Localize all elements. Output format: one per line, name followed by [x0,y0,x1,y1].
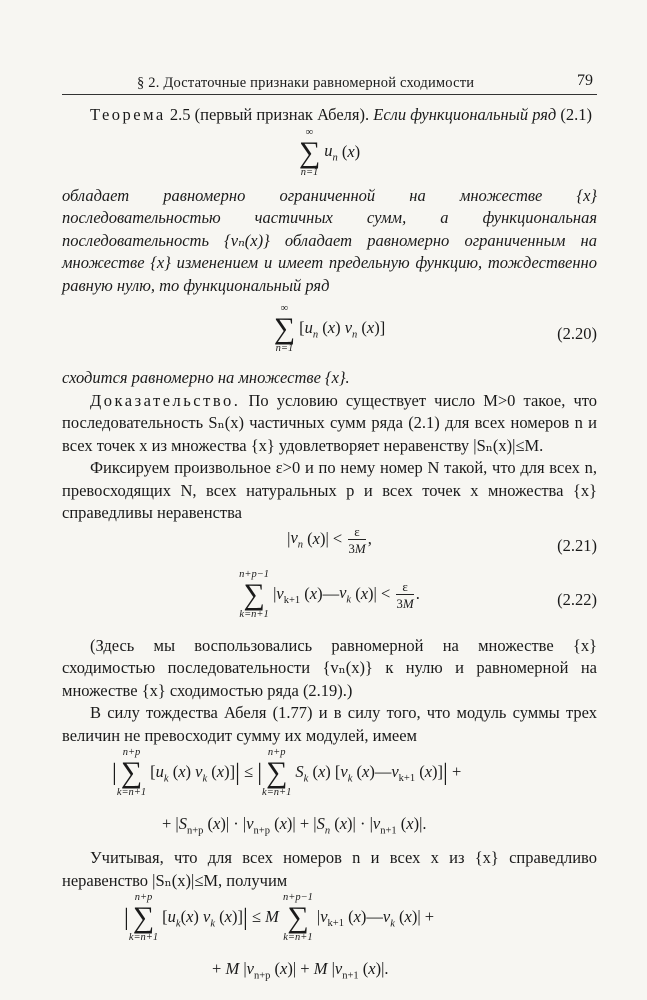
formula-final-estimate-line-2: + M $|v_{n+p}$ (x)| + M $|v_{n+1}$ (x)|. [212,959,389,982]
page-number: 79 [577,72,593,89]
sum-symbol: ∞ ∑ n=1 [273,303,296,354]
theorem-statement [62,104,597,127]
proof-paragraph-4: В силу тождества Абеля (1.77) и в силу того, что модуль суммы трех величин не превосходит сумму их модулей, имеем [62,703,597,745]
theorem-continuation: обладает равномерно ограниченной на множестве {x} последовательностью частичных сумм, а функциональная последовательность {vₙ(x)} обладает равномерно ограниченным на множестве {x} изменением и имеет предельную функцию, тождественно равную нулю, то функциональный ряд [62,185,597,295]
sum-symbol: ∞ ∑ n=1 [298,126,321,178]
theorem-ref: (2.1) [560,105,593,124]
proof-text-1: По условию существует число M>0 такое, что последовательность Sₙ(x) частичных сумм ряда (2.1) для всех номеров n и всех точек x из множества {x} удовлетворяет неравенству |Sₙ(x)|≤M. [62,390,598,455]
equation-number: (2.22) [557,589,597,609]
proof-paragraph-3: (Здесь мы воспользовались равномерной на множестве {x} сходимостью последовательности {vₙ(x)} к нулю и равномерной на множестве {x} сходимостью ряда (2.19).) [62,635,597,700]
formula-abel-identity-line-1: | n+p ∑ k=n+1 [$u_k$ (x) $v_k$ (x)]| ≤ | n+p ∑ k=n+1 $S_k$ (x) [$v_k$ $(x)—v_{k+1}$ (x)]| + [112,747,462,798]
formula-2-21: $|v_n$ (x)| < $\frac{\varepsilon}{3M}$ , (2.21) [287,523,597,556]
formula-2-22: n+p−1 ∑ k=n+1 $|v_{k+1}$ $(x)—v_k$ (x)| < $\frac{\varepsilon}{3M}$ . (2.22) [239,568,597,620]
formula-2-20: ∞ ∑ n=1 [$u_n$ (x) $v_n$ (x)] (2.20) [273,303,597,354]
running-header [62,68,597,95]
sum-symbol: n+p ∑ k=n+1 [116,747,147,798]
theorem-title: 2.5 (первый признак Абеля). [169,105,370,124]
proof-paragraph-1 [62,390,597,458]
proof-paragraph-2: Фиксируем произвольное ε>0 и по нему номер N такой, что для всех n, превосходящих N, всех натуральных p и всех точек x множества {x} справедливы неравенства [62,458,597,522]
formula-abel-identity-line-2: + $|S_{n+p}$ $(x)| \cdot |v_{n+p}$ $(x)| + |S_n$ $(x)| \cdot |v_{n+1}$ (x)|. [162,814,427,837]
theorem-conclusion: сходится равномерно на множестве {x}. [62,368,350,387]
sum-symbol: n+p ∑ k=n+1 [128,892,159,943]
formula-final-estimate-line-1: | n+p ∑ k=n+1 [$u_k(x)$ $v_k$ (x)]| ≤ M n+p−1 ∑ k=n+1 $|v_{k+1}$ $(x)—v_k$ (x)| + [124,892,435,943]
proof-label: Доказательство. [90,390,241,410]
equation-number: (2.21) [557,535,597,555]
sum-symbol: n+p−1 ∑ k=n+1 [282,892,313,943]
equation-number: (2.20) [557,324,597,343]
theorem-label: Теорема [90,105,166,124]
formula-series-un: ∞ ∑ n=1 $u_n$ (x) [298,126,361,178]
page-body [62,104,597,988]
proof-paragraph-5: Учитывая, что для всех номеров n и всех x из {x} справедливо неравенство |Sₙ(x)|≤M, получим [62,848,597,890]
sum-symbol: n+p−1 ∑ k=n+1 [239,568,270,620]
sum-symbol: n+p ∑ k=n+1 [262,747,292,798]
theorem-lead: Если функциональный ряд [373,105,557,124]
section-title: § 2. Достаточные признаки равномерной сходимости [137,75,475,91]
